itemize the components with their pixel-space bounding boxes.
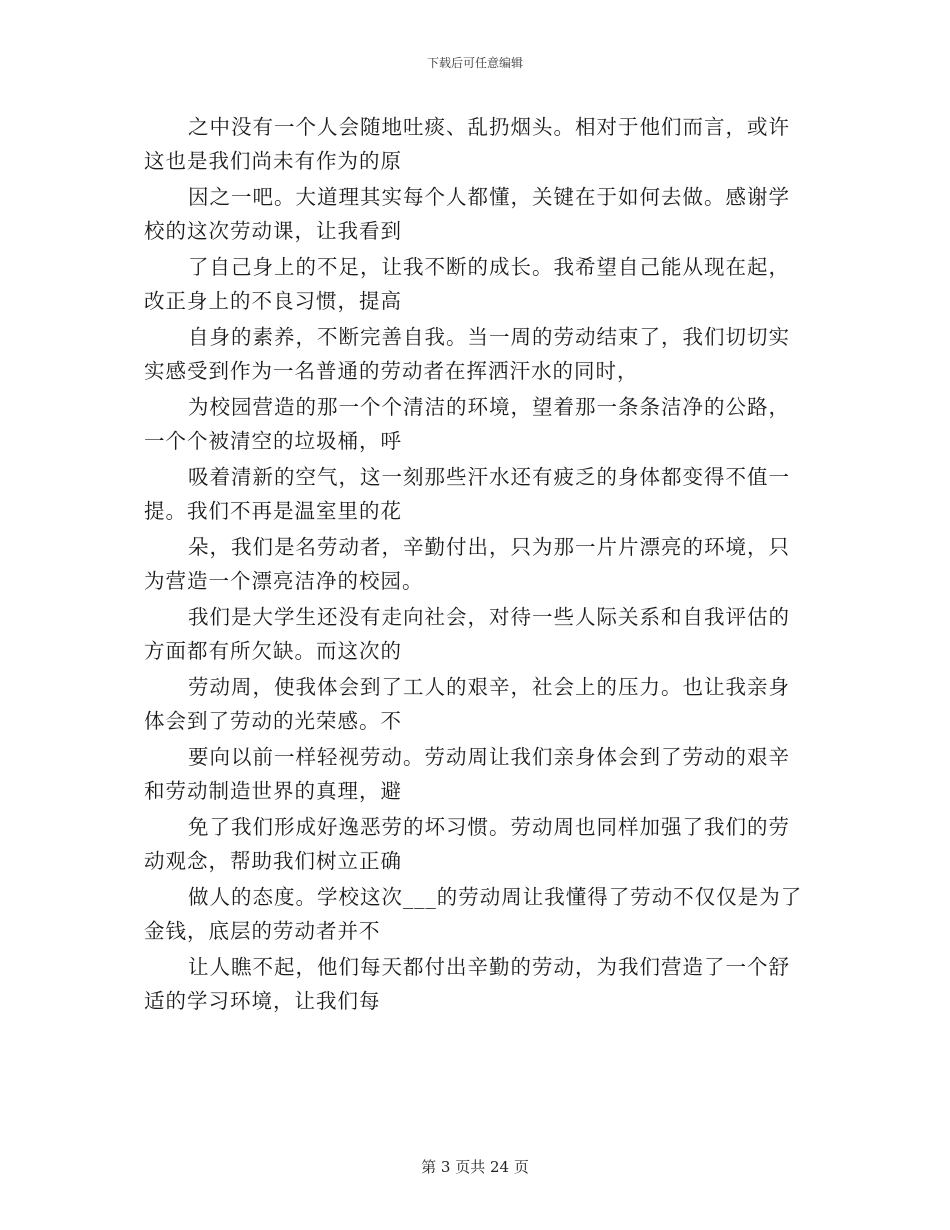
text-line: 和劳动制造世界的真理，避 (144, 779, 402, 803)
text-line: 为营造一个漂亮洁净的校园。 (144, 569, 424, 593)
text-line: 我们是大学生还没有走向社会，对待一些人际关系和自我评估的 (188, 605, 790, 629)
document-body (144, 110, 809, 1020)
paragraph (144, 600, 809, 668)
paragraph (144, 390, 809, 458)
text-line: 金钱，底层的劳动者并不 (144, 919, 381, 943)
paragraph (144, 810, 809, 878)
text-line: 提。我们不再是温室里的花 (144, 499, 402, 523)
text-line: 一个个被清空的垃圾桶，呼 (144, 429, 402, 453)
text-line: 了自己身上的不足，让我不断的成长。我希望自己能从现在起， (188, 255, 790, 279)
text-line: 让人瞧不起，他们每天都付出辛勤的劳动，为我们营造了一个舒 (188, 955, 790, 979)
page-header: 下载后可任意编辑 (426, 56, 523, 70)
text-line: 之中没有一个人会随地吐痰、乱扔烟头。相对于他们而言，或许 (188, 115, 790, 139)
paragraph (144, 180, 809, 248)
paragraph (144, 950, 809, 1018)
text-line: 适的学习环境，让我们每 (144, 989, 381, 1013)
text-line: 自身的素养，不断完善自我。当一周的劳动结束了，我们切切实 (188, 325, 790, 349)
text-line: 校的这次劳动课，让我看到 (144, 219, 402, 243)
text-line: 要向以前一样轻视劳动。劳动周让我们亲身体会到了劳动的艰辛 (188, 745, 790, 769)
text-line: 方面都有所欠缺。而这次的 (144, 639, 402, 663)
text-line: 劳动周，使我体会到了工人的艰辛，社会上的压力。也让我亲身 (188, 675, 790, 699)
paragraph (144, 530, 809, 598)
text-line: 朵，我们是名劳动者，辛勤付出，只为那一片片漂亮的环境，只 (188, 535, 790, 559)
text-line: 体会到了劳动的光荣感。不 (144, 709, 402, 733)
paragraph (144, 460, 809, 528)
paragraph (144, 320, 809, 388)
text-line: 因之一吧。大道理其实每个人都懂，关键在于如何去做。感谢学 (188, 185, 790, 209)
paragraph (144, 880, 809, 948)
text-line: 动观念，帮助我们树立正确 (144, 849, 402, 873)
text-line: 吸着清新的空气，这一刻那些汗水还有疲乏的身体都变得不值一 (188, 465, 790, 489)
text-line: 免了我们形成好逸恶劳的坏习惯。劳动周也同样加强了我们的劳 (188, 815, 790, 839)
paragraph (144, 110, 809, 178)
page-number-footer: 第 3 页共 24 页 (421, 1158, 529, 1176)
text-line: 改正身上的不良习惯，提高 (144, 289, 402, 313)
text-line: 实感受到作为一名普通的劳动者在挥洒汗水的同时， (144, 359, 639, 383)
text-line: 做人的态度。学校这次___的劳动周让我懂得了劳动不仅仅是为了 (188, 885, 803, 909)
text-line: 为校园营造的那一个个清洁的环境，望着那一条条洁净的公路， (188, 395, 790, 419)
text-line: 这也是我们尚未有作为的原 (144, 149, 402, 173)
paragraph (144, 740, 809, 808)
paragraph (144, 250, 809, 318)
paragraph (144, 670, 809, 738)
